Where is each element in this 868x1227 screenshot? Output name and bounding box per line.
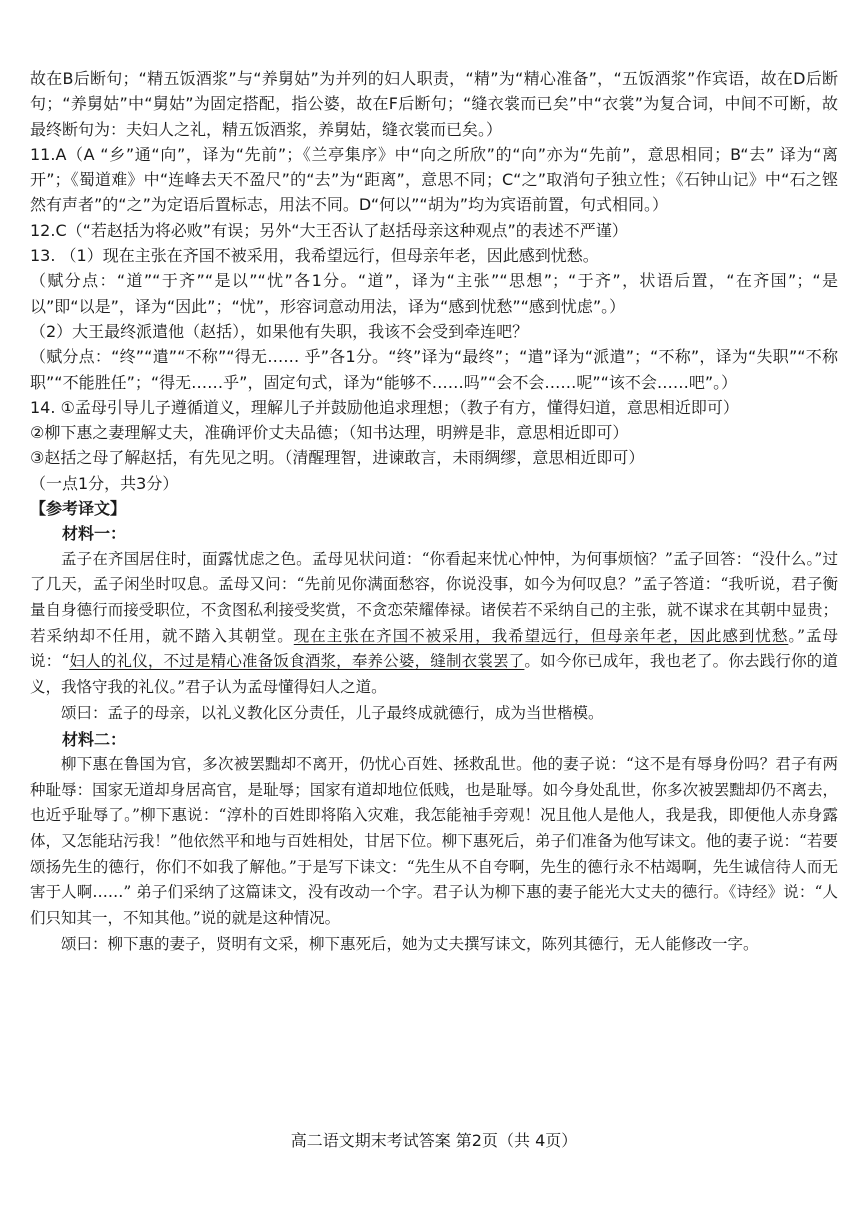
material-2-eulogy: 颂曰：柳下惠的妻子，贤明有文采，柳下惠死后，她为丈夫撰写诔文，陈列其德行，无人能修改一字。 — [61, 934, 759, 953]
q14-score-note: （一点1分，共3分） — [30, 473, 179, 493]
q14-point-2: ②柳下惠之妻理解丈夫，准确评价丈夫品德；（知书达理，明辨是非，意思相近即可） — [30, 423, 629, 443]
q14-point-3: ③赵括之母了解赵括，有先见之明。（清醒理智，进谏敢言，未雨绸缪，意思相近即可） — [30, 448, 645, 468]
material-2-translation: 柳下惠在鲁国为官，多次被罢黜却不离开，仍忧心百姓、拯救乱世。他的妻子说：“这不是有辱身份吗？君子有两种耻辱：国家无道却身居高官，是耻辱；国家有道却地位低贱，也是耻辱。如今身处乱世，你多次被罢黜却仍不离去，也近乎耻辱了。”柳下惠说：“淳朴的百姓即将陷入灾难，我怎能袖手旁观！况且他人是他人，我是我，即便他人赤身露体，又怎能玷污我！”他依然平和地与百姓相处，甘居下位。柳下惠死后，弟子们准备为他写诔文。他的妻子说：“若要颂扬先生的德行，你们不如我了解他。”于是写下诔文：“先生从不自夸啊，先生的德行永不枯竭啊，先生诚信待人而无害于人啊……” 弟子们采纳了这篇诔文，没有改动一个字。君子认为柳下惠的妻子能光大丈夫的德行。《诗经》说：“人们只知其一，不知其他。”说的就是这种情况。 — [30, 754, 838, 928]
q13-1-answer: 13. （1）现在主张在齐国不被采用，我希望远行，但母亲年老，因此感到忧愁。 — [30, 246, 599, 266]
translation-heading: 【参考译文】 — [30, 499, 127, 519]
q14-point-1: 14. ①孟母引导儿子遵循道义，理解儿子并鼓励他追求理想；（教子有方，懂得妇道，意思相近即可） — [30, 397, 739, 417]
material-1-text-c: 。如今你已成年，我也老了。你去践行你的道义，我恪守我的礼仪。”君子认为孟母懂得妇人之道。 — [30, 652, 838, 697]
material-2-title: 材料二： — [62, 729, 127, 749]
q13-2-scoring-points: （赋分点：“终”“遣”“不称”“得无…… 乎”各1分。“终”译为“最终”；“遣”译为“派遣”；“不称”，译为“失职”“不称职”“不能胜任”；“得无……乎”，固定句式，译为“能够不……吗”“会不会……呢”“该不会……吧”。） — [30, 347, 838, 392]
material-1-title: 材料一： — [62, 524, 127, 544]
material-1-underlined-2: 妇人的礼仪，不过是精心准备饭食酒浆，奉养公婆，缝制衣裳罢了 — [69, 652, 525, 671]
page-footer: 高二语文期末考试答案 第2页（共 4页） — [290, 1131, 578, 1150]
material-1-translation — [30, 547, 838, 701]
material-1-underlined-1: 现在主张在齐国不被采用，我希望远行，但母亲年老，因此感到忧愁 — [293, 626, 789, 645]
q13-1-scoring-points: （赋分点：“道”“于齐”“是以”“忧”各1分。“道”，译为“主张”“思想”；“于齐”，状语后置，“在齐国”；“是以”即“以是”，译为“因此”；“忧”，形容词意动用法，译为“感到忧愁”“感到忧虑”。） — [30, 271, 838, 316]
material-1-eulogy: 颂曰：孟子的母亲，以礼义教化区分责任，儿子最终成就德行，成为当世楷模。 — [61, 703, 604, 722]
q11-answer: 11.A（A “乡”通“向”，译为“先前”；《兰亭集序》中“向之所欣”的“向”亦为“先前”，意思相同；B“去” 译为“离开”；《蜀道难》中“连峰去天不盈尺”的“去”为“距离”，意思不同；C“之”取消句子独立性；《石钟山记》中“石之铿然有声者”的“之”为定语后置标志，用法不同。D“何以”“胡为”均为宾语前置，句式相同。） — [30, 144, 838, 215]
q10-explanation-continued: 故在B后断句；“精五饭酒浆”与“养舅姑”为并列的妇人职责，“精”为“精心准备”，“五饭酒浆”作宾语，故在D后断句；“养舅姑”中“舅姑”为固定搭配，指公婆，故在F后断句；“缝衣裳而已矣”中“衣裳”为复合词，中间不可断，故最终断句为：夫妇人之礼，精五饭酒浆，养舅姑，缝衣裳而已矣。） — [30, 69, 838, 139]
material-1-text-b: 。”孟母说：“ — [30, 626, 838, 671]
q13-2-answer: （2）大王最终派遣他（赵括），如果他有失职，我该不会受到牵连吧？ — [30, 321, 529, 341]
material-1-text-a: 孟子在齐国居住时，面露忧虑之色。孟母见状问道：“你看起来忧心忡忡，为何事烦恼？”孟子回答：“没什么。”过了几天，孟子闲坐时叹息。孟母又问：“先前见你满面愁容，你说没事，如今为何叹息？”孟子答道：“我听说，君子衡量自身德行而接受职位，不贪图私利接受奖赏，不贪恋荣耀俸禄。诸侯若不采纳自己的主张，就不谋求在其朝中显贵；若采纳却不任用，就不踏入其朝堂。 — [30, 549, 838, 645]
q12-answer: 12.C（“若赵括为将必败”有误；另外“大王否认了赵括母亲这种观点”的表述不严谨） — [30, 220, 628, 240]
